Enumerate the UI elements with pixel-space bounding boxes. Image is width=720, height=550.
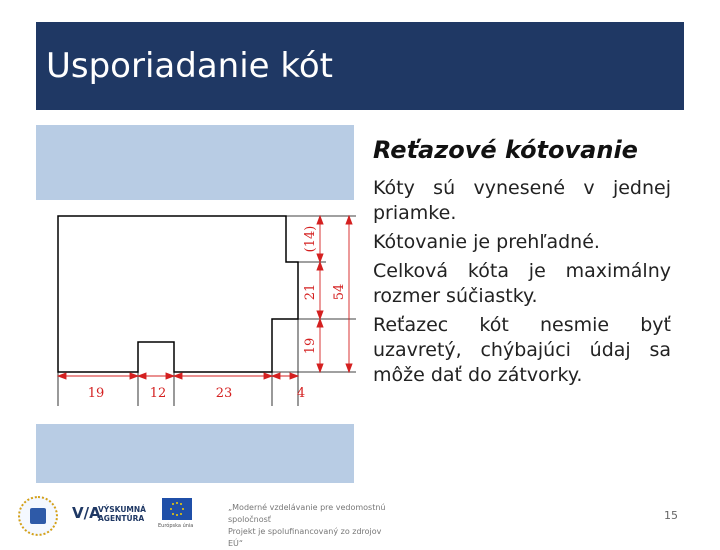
- funding-note: [228, 502, 398, 550]
- funding-note-line-1: „Moderné vzdelávanie pre vedomostnú spoločnosť: [228, 503, 386, 524]
- dim-21-vertical: 21: [303, 283, 318, 301]
- footer: [0, 490, 720, 548]
- institution-logo-center: [30, 508, 46, 524]
- dimension-values: [88, 226, 347, 401]
- part-outline: [58, 216, 298, 372]
- bullet-1: Kóty sú vynesené v jednej priamke.: [373, 177, 671, 224]
- dim-12-horizontal: 12: [149, 386, 167, 401]
- page-number: 15: [664, 509, 678, 522]
- institution-logo: [18, 496, 58, 536]
- funding-note-line-2: Projekt je spolufinancovaný zo zdrojov EÚ“: [228, 527, 382, 548]
- slide-title: Usporiadanie kót: [46, 46, 333, 86]
- bullet-3: Celková kóta je maximálny rozmer súčiastky.: [373, 260, 671, 307]
- dim-54-overall: 54: [332, 283, 347, 301]
- va-logo-mark: V/A: [72, 504, 101, 522]
- title-bar: [36, 22, 684, 110]
- slide-subtitle: Reťazové kótovanie: [373, 136, 638, 164]
- dim-19-vertical: 19: [303, 337, 318, 355]
- va-logo-text: [98, 505, 158, 523]
- eu-label: Európska únia: [158, 523, 194, 529]
- bullet-4: Reťazec kót nesmie byť uzavretý, chýbajúci údaj sa môže dať do zátvorky.: [373, 314, 671, 386]
- eu-flag-icon: [162, 498, 192, 520]
- dim-14-bracketed: (14): [303, 225, 318, 253]
- technical-drawing: [36, 200, 358, 424]
- drawing-svg: [36, 200, 358, 424]
- eu-stars-icon: [162, 498, 192, 520]
- dim-19-horizontal: 19: [87, 386, 105, 401]
- va-line-2: AGENTÚRA: [98, 514, 145, 523]
- content-area: [373, 130, 671, 392]
- horizontal-dim-line: [58, 373, 298, 379]
- dim-4-horizontal: 4: [296, 386, 306, 401]
- bullet-2: Kótovanie je prehľadné.: [373, 231, 600, 253]
- dim-23-horizontal: 23: [215, 386, 233, 401]
- va-line-1: VÝSKUMNÁ: [98, 505, 146, 514]
